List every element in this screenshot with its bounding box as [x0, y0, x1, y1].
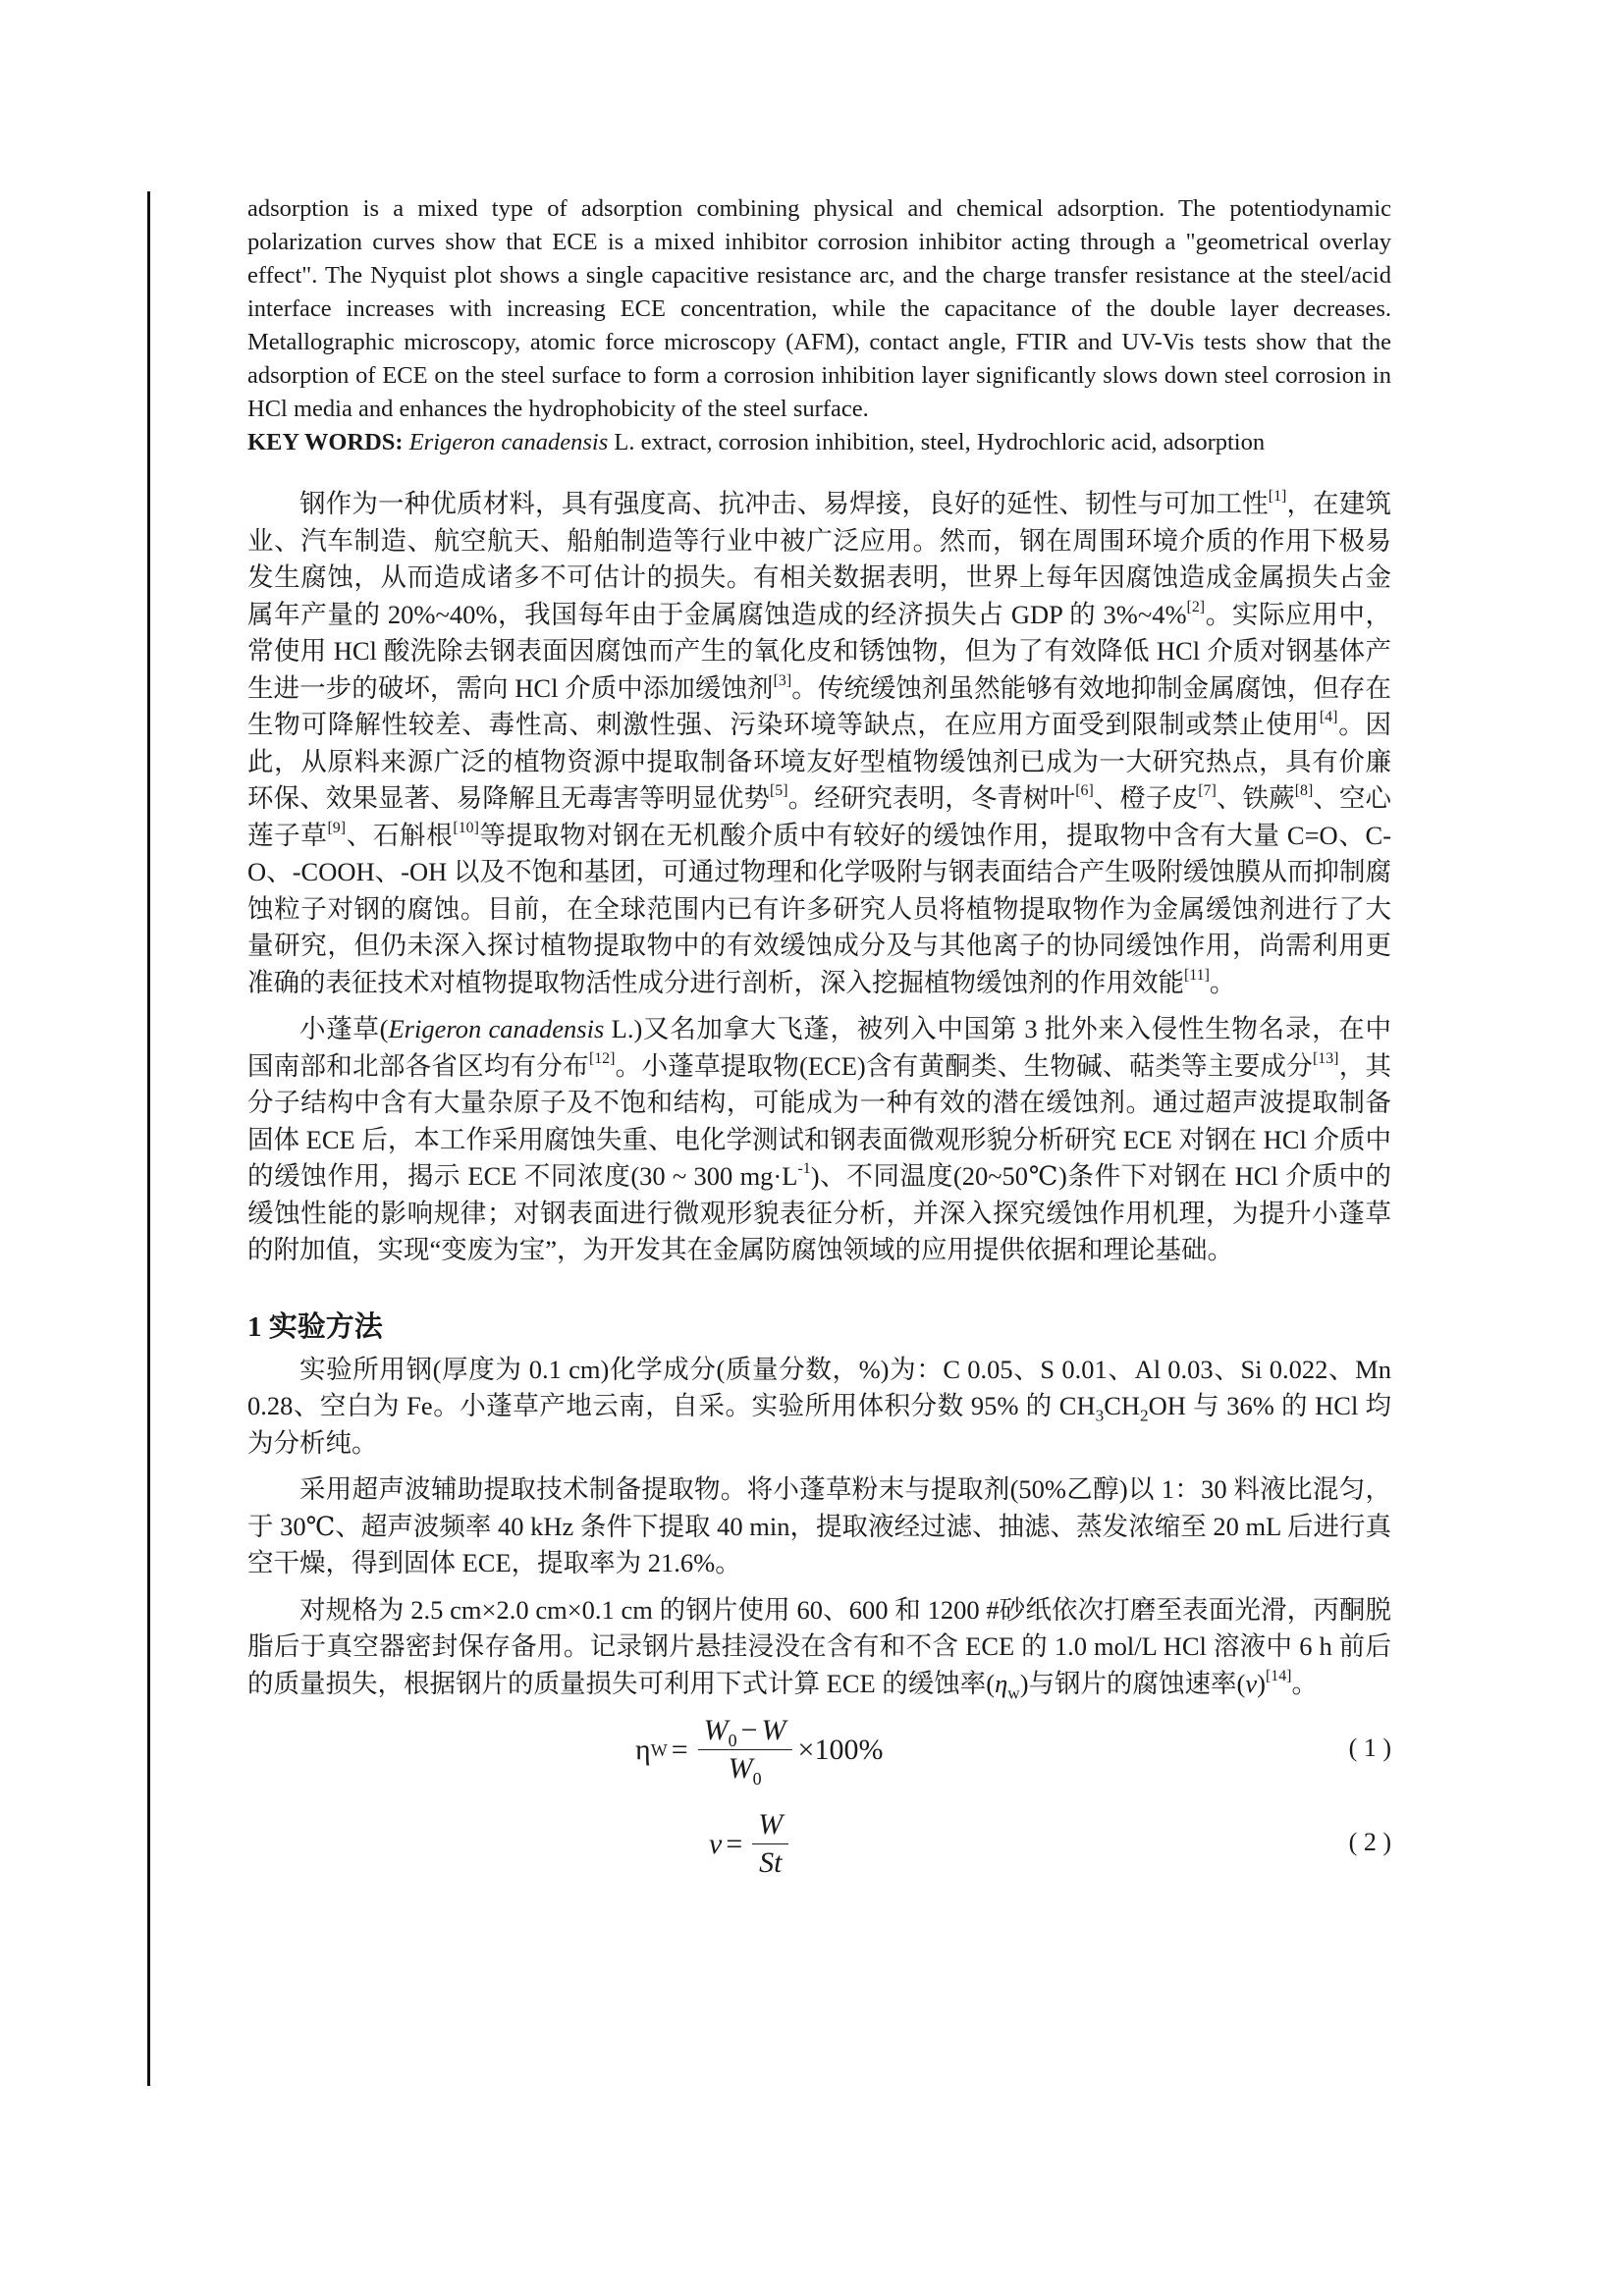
- unit-exponent: -1: [797, 1160, 811, 1178]
- equation-number: ( 2 ): [1348, 1828, 1391, 1856]
- citation-ref: [9]: [327, 819, 347, 836]
- species-name: Erigeron canadensis: [388, 1014, 605, 1043]
- keywords-label: KEY WORDS:: [247, 429, 404, 455]
- citation-ref: [4]: [1319, 709, 1338, 726]
- method-paragraph-3: 对规格为 2.5 cm×2.0 cm×0.1 cm 的钢片使用 60、600 和 1200 #砂纸依次打磨至表面光滑，丙酮脱脂后于真空器密封保存备用。记录钢片悬挂浸没在含有和不含 ECE 的 1.0 mol/L HCl 溶液中 6 h 前后的质量损失，根据钢片的质量损失可利用下式计算 ECE 的缓蚀率$(\eta_w)$与钢片的腐蚀速率(v)[14]。: [247, 1594, 1391, 1702]
- keywords-rest: L. extract, corrosion inhibition, steel, Hydrochloric acid, adsorption: [608, 429, 1266, 455]
- citation-ref: [12]: [588, 1049, 616, 1067]
- fraction: $\frac{W}{St}$: [752, 1808, 788, 1880]
- equation-2: v = $\frac{W}{St}$ ( 2 ): [709, 1808, 1391, 1879]
- page-content: [247, 192, 1391, 1904]
- intro-paragraph-2: 小蓬草(Erigeron canadensis L.)又名加拿大飞蓬，被列入中国第 3 批外来入侵性生物名录，在中国南部和北部各省区均有分布[12]。小蓬草提取物(ECE)含有黄酮类、生物碱、萜类等主要成分[13]，其分子结构中含有大量杂原子及不饱和结构，可能成为一种有效的潜在缓蚀剂。通过超声波提取制备固体 ECE 后，本工作采用腐蚀失重、电化学测试和钢表面微观形貌分析研究 ECE 对钢在 HCl 介质中的缓蚀作用，揭示 ECE 不同浓度(30 ~ 300 $mg\cdot L^{-1}$)、不同温度(20~50℃)条件下对钢在 HCl 介质中的缓蚀性能的影响规律；对钢表面进行微观形貌表征分析，并深入探究缓蚀作用机理，为提升小蓬草的附加值，实现“变废为宝”，为开发其在金属防腐蚀领域的应用提供依据和理论基础。: [247, 1014, 1392, 1264]
- citation-ref: [11]: [1184, 966, 1210, 984]
- citation-ref: [14]: [1265, 1667, 1292, 1684]
- citation-ref: [10]: [453, 819, 479, 836]
- citation-ref: [8]: [1294, 782, 1314, 800]
- citation-ref: [6]: [1075, 782, 1094, 800]
- citation-ref: [7]: [1198, 782, 1217, 800]
- citation-ref: [3]: [773, 671, 792, 689]
- equation-1: η W = $\frac{W_0 - W}{W_0}$ ×100% ( 1 ): [635, 1714, 1391, 1789]
- abstract-tail: adsorption is a mixed type of adsorption combining physical and chemical adsorption. The potentiodynamic polarization curves show that ECE is a mixed inhibitor corrosion inhibitor acting through a "geometrical overlay effect". The Nyquist plot shows a single capacitive resistance arc, and the charge transfer resistance at the steel/acid interface increases with increasing ECE concentration, while the capacitance of the double layer decreases. Metallographic microscopy, atomic force microscopy (AFM), contact angle, FTIR and UV-Vis tests show that the adsorption of ECE on the steel surface to form a corrosion inhibition layer significantly slows down steel corrosion in HCl media and enhances the hydrophobicity of the steel surface.: [247, 195, 1391, 422]
- section-heading: 1 实验方法: [247, 1310, 383, 1343]
- citation-ref: [1]: [1268, 488, 1287, 506]
- method-paragraph-1: 实验所用钢(厚度为 0.1 cm)化学成分(质量分数，%)为：C 0.05、S 0.01、Al 0.03、Si 0.022、Mn 0.28、空白为 Fe。小蓬草产地云南，自采。实验所用体积分数 95% 的 $CH_3CH_2OH$ 与 36% 的 HCl 均为分析纯。: [247, 1354, 1391, 1458]
- keywords: [247, 426, 1391, 459]
- citation-ref: [2]: [1186, 598, 1206, 615]
- fraction: $\frac{W_0 - W}{W_0}$: [698, 1714, 792, 1786]
- margin-rule: [147, 191, 150, 2086]
- equation-number: ( 1 ): [1348, 1734, 1391, 1762]
- method-paragraph-2: 采用超声波辅助提取技术制备提取物。将小蓬草粉末与提取剂(50%乙醇)以 1：30 料液比混匀，于 30℃、超声波频率 40 kHz 条件下提取 40 min，提取液经过滤、抽滤、蒸发浓缩至 20 mL 后进行真空干燥，得到固体 ECE，提取率为 21.6%。: [247, 1474, 1391, 1577]
- intro-paragraph-1: 钢作为一种优质材料，具有强度高、抗冲击、易焊接，良好的延性、韧性与可加工性[1]，在建筑业、汽车制造、航空航天、船舶制造等行业中被广泛应用。然而，钢在周围环境介质的作用下极易发生腐蚀，从而造成诸多不可估计的损失。有相关数据表明，世界上每年因腐蚀造成金属损失占金属年产量的 20%~40%，我国每年由于金属腐蚀造成的经济损失占 GDP 的 3%~4%[2]。实际应用中，常使用 HCl 酸洗除去钢表面因腐蚀而产生的氧化皮和锈蚀物，但为了有效降低 HCl 介质对钢基体产生进一步的破坏，需向 HCl 介质中添加缓蚀剂[3]。传统缓蚀剂虽然能够有效地抑制金属腐蚀，但存在生物可降解性较差、毒性高、刺激性强、污染环境等缺点，在应用方面受到限制或禁止使用[4]。因此，从原料来源广泛的植物资源中提取制备环境友好型植物缓蚀剂已成为一大研究热点，具有价廉环保、效果显著、易降解且无毒害等明显优势[5]。经研究表明，冬青树叶[6]、橙子皮[7]、铁蕨[8]、空心莲子草[9]、石斛根[10]等提取物对钢在无机酸介质中有较好的缓蚀作用，提取物中含有大量 C=O、C-O、-COOH、-OH 以及不饱和基团，可通过物理和化学吸附与钢表面结合产生吸附缓蚀膜从而抑制腐蚀粒子对钢的腐蚀。目前，在全球范围内已有许多研究人员将植物提取物作为金属缓蚀剂进行了大量研究，但仍未深入探讨植物提取物中的有效缓蚀成分及与其他离子的协同缓蚀作用，尚需利用更准确的表征技术对植物提取物活性成分进行剖析，深入挖掘植物缓蚀剂的作用效能[11]。: [247, 488, 1392, 997]
- citation-ref: [13]: [1313, 1049, 1339, 1067]
- keywords-species: Erigeron canadensis: [408, 429, 609, 455]
- citation-ref: [5]: [770, 782, 788, 800]
